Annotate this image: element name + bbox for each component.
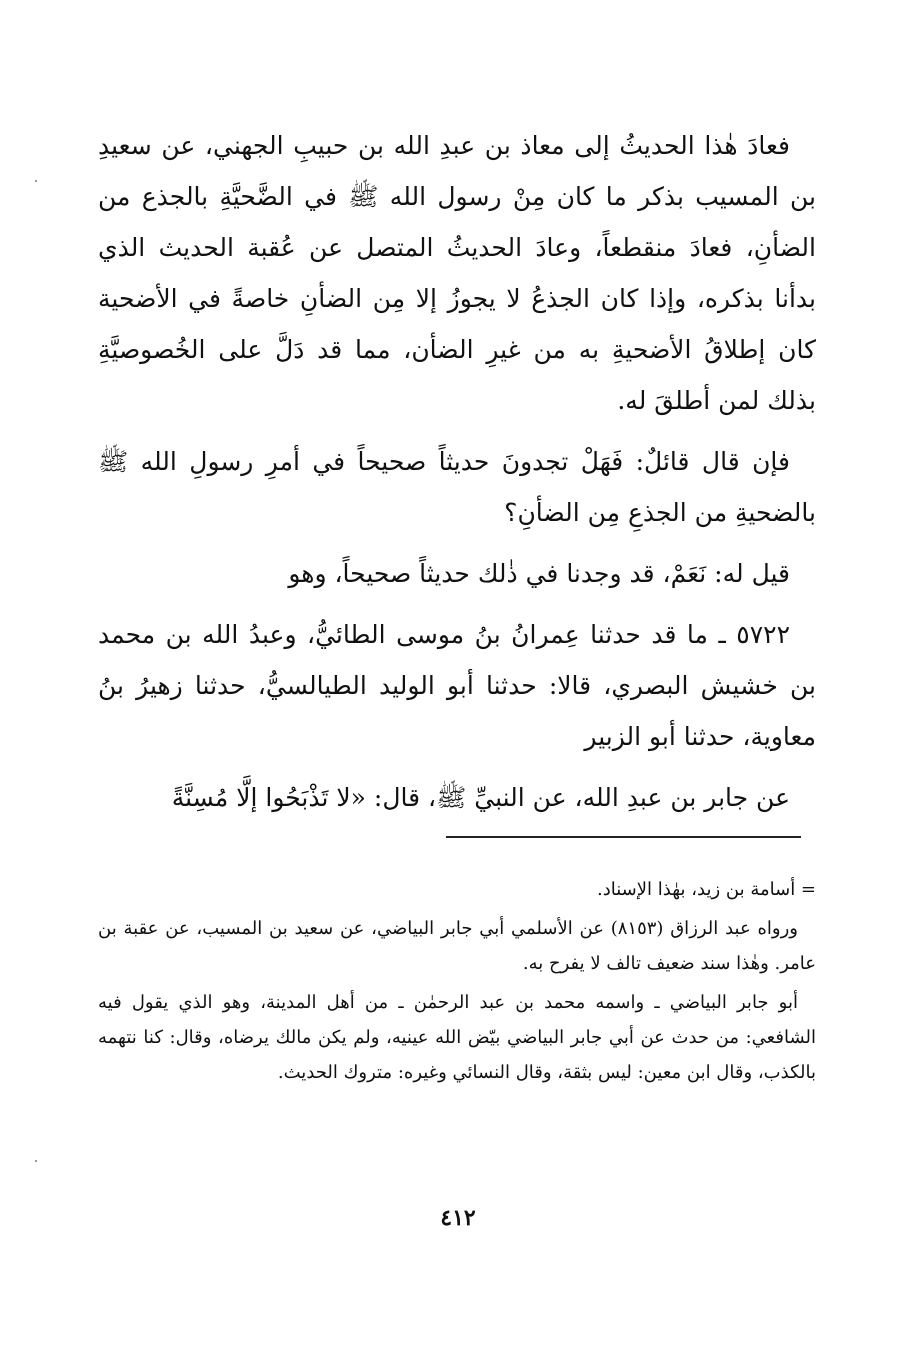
footnote-continuation: = أسامة بن زيد، بهٰذا الإسناد. [597, 879, 816, 900]
footnote-abdulrazzaq: ورواه عبد الرزاق (٨١٥٣) عن الأسلمي أبي جابر البياضي، عن سعيد بن المسيب، عن عقبة بن عامر. وهٰذا سند ضعيف تالف لا يفرح به. [98, 918, 816, 974]
footnote-abu-jabir: أبو جابر البياضي ـ واسمه محمد بن عبد الرحمٰن ـ من أهل المدينة، وهو الذي يقول فيه الشافعي: من حدث عن أبي جابر البياضي بيّض الله عينيه، ولم يكن مالك يرضاه، وقال: كنا نتهمه بالكذب، وقال ابن معين: ليس بثقة، وقال النسائي وغيره: متروك الحديث. [98, 992, 816, 1083]
paragraph-3: قيل له: نَعَمْ، قد وجدنا في ذٰلك حديثاً صحيحاً، وهو [288, 559, 790, 588]
hadith-5722-isnad: ٥٧٢٢ ـ ما قد حدثنا عِمرانُ بنُ موسى الطائيُّ، وعبدُ الله بن محمد بن خشيش البصري، قالا: حدثنا أبو الوليد الطيالسيُّ، حدثنا زهيرُ بنُ معاوية، حدثنا أبو الزبير [98, 620, 816, 751]
paragraph-1: فعادَ هٰذا الحديثُ إلى معاذ بن عبدِ الله بن حبيبِ الجهني، عن سعيدِ بن المسيب بذكر ما كان مِنْ رسول الله ﷺ في الضَّحيَّةِ بالجذع من الضأنِ، فعادَ منقطعاً، وعادَ الحديثُ المتصل عن عُقبة الحديث الذي بدأنا بذكره، وإذا كان الجذعُ لا يجوزُ إلا مِن الضأنِ خاصةً في الأضحية كان إطلاقُ الأضحيةِ به من غيرِ الضأن، مما قد دَلَّ على الخُصوصيَّةِ بذلك لمن أطلقَ له. [98, 131, 816, 415]
paragraph-2: فإن قال قائلٌ: فَهَلْ تجدونَ حديثاً صحيحاً في أمرِ رسولِ الله ﷺ بالضحيةِ من الجذعِ مِن الضأنِ؟ [98, 447, 816, 527]
main-text-body [98, 120, 816, 833]
page-number: ٤١٢ [440, 1205, 476, 1231]
scan-edge-mark [35, 180, 37, 182]
scan-edge-mark [35, 1160, 37, 1162]
footnote-separator [446, 836, 801, 838]
footnotes [98, 872, 816, 1094]
hadith-5722-matn: عن جابر بن عبدِ الله، عن النبيِّ ﷺ، قال: «لا تَذْبَحُوا إلَّا مُسِنَّةً [171, 783, 790, 812]
